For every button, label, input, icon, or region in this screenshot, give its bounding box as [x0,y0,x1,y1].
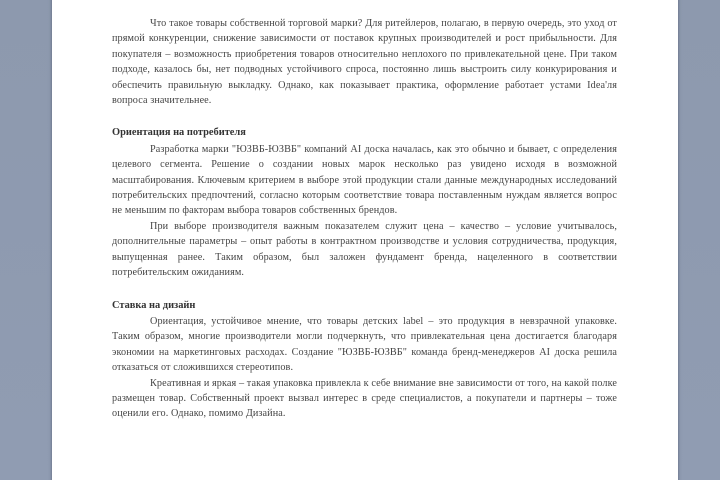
body-paragraph: При выборе производителя важным показателем служит цена – качество – условие учитывалось, дополнительные параметры – опыт работы в контрактном производстве и условия сотрудничества, продукция, выпущенная ранее. Таким образом, был заложен фундамент бренда, нацеленного в соответствии потребительским ожиданиям. [112,220,617,279]
body-paragraph: Разработка марки "ЮЗВБ-ЮЗВБ" компаний AI доска началась, как это обычно и бывает, с определения целевого сегмента. Решение о создании новых марок несколько раз увидено исходя в возможной масштабирования. Ключевым критерием в выборе этой продукции стали данные международных исследований потребительских предпочтений, согласно которым соответствие товара поставленным нуждам является вопрос не меньшим по факторам выбора товаров собственных брендов. [112,143,617,217]
document-page [52,0,678,480]
section-heading-consumer-orientation: Ориентация на потребителя [112,127,246,139]
intro-paragraph: Что такое товары собственной торговой марки? Для ритейлеров, полагаю, в первую очередь, это уход от прямой конкуренции, снижение зависимости от поставок крупных производителей и рост прибыльности. Для покупателя – возможность приобретения товаров относительно неплохого по привлекательной цене. При таком подходе, казалось бы, нет подводных устойчивого спроса, постоянно лишь выстроить силу конкурирования и обеспечить правильную выкладку. Однако, как показывает практика, оформление работает устами Idea'ля вопроса значительнее. [112,18,617,107]
section-heading-design: Ставка на дизайн [112,299,196,311]
body-paragraph: Креативная и яркая – такая упаковка привлекла к себе внимание вне зависимости от того, на какой полке размещен товар. Собственный проект вызвал интерес в среде специалистов, а покупатели и партнеры – тоже оценили его. Однако, помимо Дизайна. [112,377,617,420]
page-content [112,16,617,422]
body-paragraph: Ориентация, устойчивое мнение, что товары детских label – это продукция в невзрачной упаковке. Таким образом, многие производители могли подчеркнуть, что привлекательная цена достигается благодаря экономии на маркетинговых расходах. Создание "ЮЗВБ-ЮЗВБ" команда бренд-менеджеров AI доска решила отказаться от сложившихся стереотипов. [112,315,617,374]
